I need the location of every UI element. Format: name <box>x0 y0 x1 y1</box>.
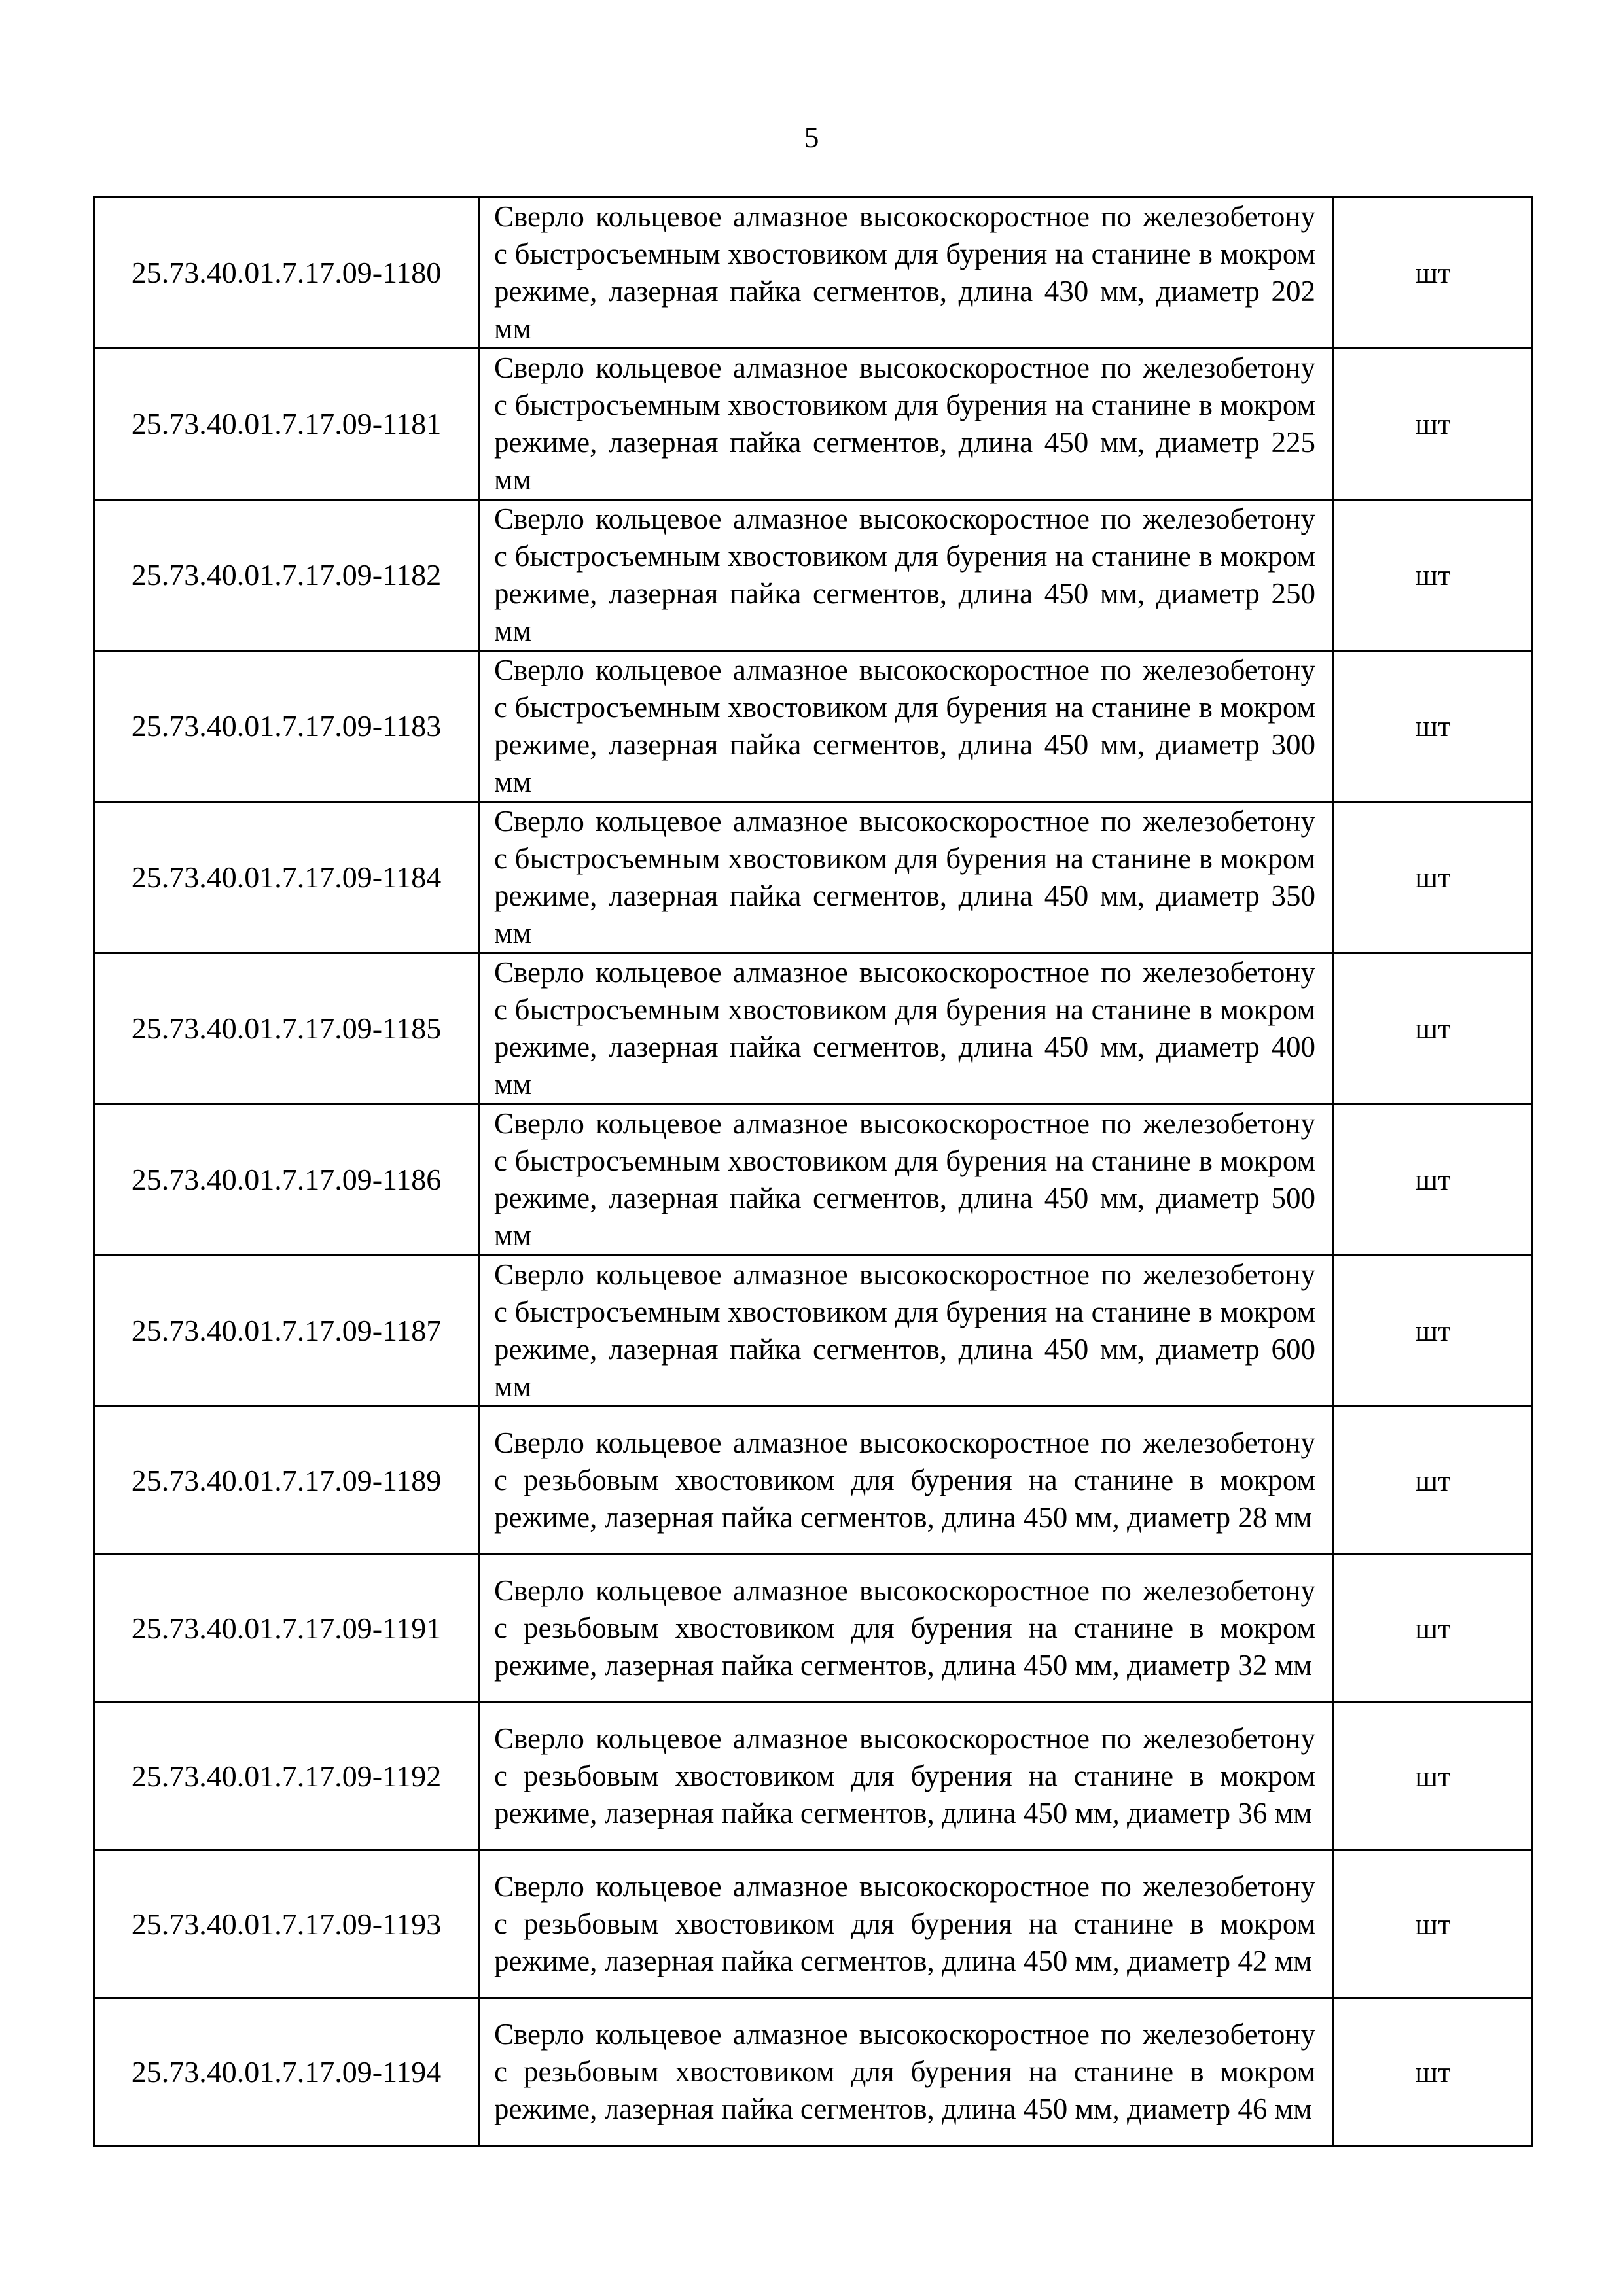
resource-code: 25.73.40.01.7.17.09-1187 <box>94 1256 479 1407</box>
table-row <box>94 1998 1533 2146</box>
table-row <box>94 651 1533 802</box>
resource-code: 25.73.40.01.7.17.09-1181 <box>94 349 479 500</box>
unit-of-measure: шт <box>1334 802 1533 953</box>
unit-of-measure: шт <box>1334 1850 1533 1998</box>
unit-of-measure: шт <box>1334 349 1533 500</box>
resource-code: 25.73.40.01.7.17.09-1182 <box>94 500 479 651</box>
resource-description: Сверло кольцевое алмазное высокоскоростное по железобетону с быстросъемным хвостовиком для бурения на станине в мокром режиме, лазерная пайка сегментов, длина 450 мм, диаметр 250 мм <box>479 500 1334 651</box>
resource-code: 25.73.40.01.7.17.09-1180 <box>94 198 479 349</box>
resource-description: Сверло кольцевое алмазное высокоскоростное по железобетону с резьбовым хвостовиком для бурения на станине в мокром режиме, лазерная пайка сегментов, длина 450 мм, диаметр 28 мм <box>479 1407 1334 1555</box>
resource-description: Сверло кольцевое алмазное высокоскоростное по железобетону с быстросъемным хвостовиком для бурения на станине в мокром режиме, лазерная пайка сегментов, длина 450 мм, диаметр 600 мм <box>479 1256 1334 1407</box>
resource-code: 25.73.40.01.7.17.09-1183 <box>94 651 479 802</box>
unit-of-measure: шт <box>1334 1104 1533 1256</box>
resource-code: 25.73.40.01.7.17.09-1192 <box>94 1703 479 1850</box>
unit-of-measure: шт <box>1334 1703 1533 1850</box>
unit-of-measure: шт <box>1334 500 1533 651</box>
resource-description: Сверло кольцевое алмазное высокоскоростное по железобетону с быстросъемным хвостовиком для бурения на станине в мокром режиме, лазерная пайка сегментов, длина 450 мм, диаметр 225 мм <box>479 349 1334 500</box>
table-row <box>94 1104 1533 1256</box>
resource-code: 25.73.40.01.7.17.09-1184 <box>94 802 479 953</box>
table-row <box>94 500 1533 651</box>
resource-description: Сверло кольцевое алмазное высокоскоростное по железобетону с быстросъемным хвостовиком для бурения на станине в мокром режиме, лазерная пайка сегментов, длина 450 мм, диаметр 500 мм <box>479 1104 1334 1256</box>
resource-description: Сверло кольцевое алмазное высокоскоростное по железобетону с быстросъемным хвостовиком для бурения на станине в мокром режиме, лазерная пайка сегментов, длина 450 мм, диаметр 350 мм <box>479 802 1334 953</box>
resource-code: 25.73.40.01.7.17.09-1193 <box>94 1850 479 1998</box>
unit-of-measure: шт <box>1334 953 1533 1104</box>
unit-of-measure: шт <box>1334 1998 1533 2146</box>
resource-description: Сверло кольцевое алмазное высокоскоростное по железобетону с резьбовым хвостовиком для бурения на станине в мокром режиме, лазерная пайка сегментов, длина 450 мм, диаметр 46 мм <box>479 1998 1334 2146</box>
resource-description: Сверло кольцевое алмазное высокоскоростное по железобетону с резьбовым хвостовиком для бурения на станине в мокром режиме, лазерная пайка сегментов, длина 450 мм, диаметр 42 мм <box>479 1850 1334 1998</box>
resource-code: 25.73.40.01.7.17.09-1189 <box>94 1407 479 1555</box>
table-row <box>94 1407 1533 1555</box>
unit-of-measure: шт <box>1334 1407 1533 1555</box>
resource-code: 25.73.40.01.7.17.09-1194 <box>94 1998 479 2146</box>
table-row <box>94 1555 1533 1703</box>
unit-of-measure: шт <box>1334 651 1533 802</box>
unit-of-measure: шт <box>1334 198 1533 349</box>
table-row <box>94 1256 1533 1407</box>
resource-description: Сверло кольцевое алмазное высокоскоростное по железобетону с быстросъемным хвостовиком для бурения на станине в мокром режиме, лазерная пайка сегментов, длина 450 мм, диаметр 400 мм <box>479 953 1334 1104</box>
resource-description: Сверло кольцевое алмазное высокоскоростное по железобетону с резьбовым хвостовиком для бурения на станине в мокром режиме, лазерная пайка сегментов, длина 450 мм, диаметр 32 мм <box>479 1555 1334 1703</box>
resource-code: 25.73.40.01.7.17.09-1191 <box>94 1555 479 1703</box>
resource-description: Сверло кольцевое алмазное высокоскоростное по железобетону с быстросъемным хвостовиком для бурения на станине в мокром режиме, лазерная пайка сегментов, длина 430 мм, диаметр 202 мм <box>479 198 1334 349</box>
table-row <box>94 349 1533 500</box>
table-row <box>94 1850 1533 1998</box>
page-number: 5 <box>804 120 819 154</box>
resource-code: 25.73.40.01.7.17.09-1186 <box>94 1104 479 1256</box>
unit-of-measure: шт <box>1334 1256 1533 1407</box>
resource-description: Сверло кольцевое алмазное высокоскоростное по железобетону с резьбовым хвостовиком для бурения на станине в мокром режиме, лазерная пайка сегментов, длина 450 мм, диаметр 36 мм <box>479 1703 1334 1850</box>
resource-table <box>93 196 1533 2147</box>
table-row <box>94 198 1533 349</box>
table-row <box>94 953 1533 1104</box>
table-row <box>94 802 1533 953</box>
table-row <box>94 1703 1533 1850</box>
resource-code: 25.73.40.01.7.17.09-1185 <box>94 953 479 1104</box>
resource-description: Сверло кольцевое алмазное высокоскоростное по железобетону с быстросъемным хвостовиком для бурения на станине в мокром режиме, лазерная пайка сегментов, длина 450 мм, диаметр 300 мм <box>479 651 1334 802</box>
unit-of-measure: шт <box>1334 1555 1533 1703</box>
